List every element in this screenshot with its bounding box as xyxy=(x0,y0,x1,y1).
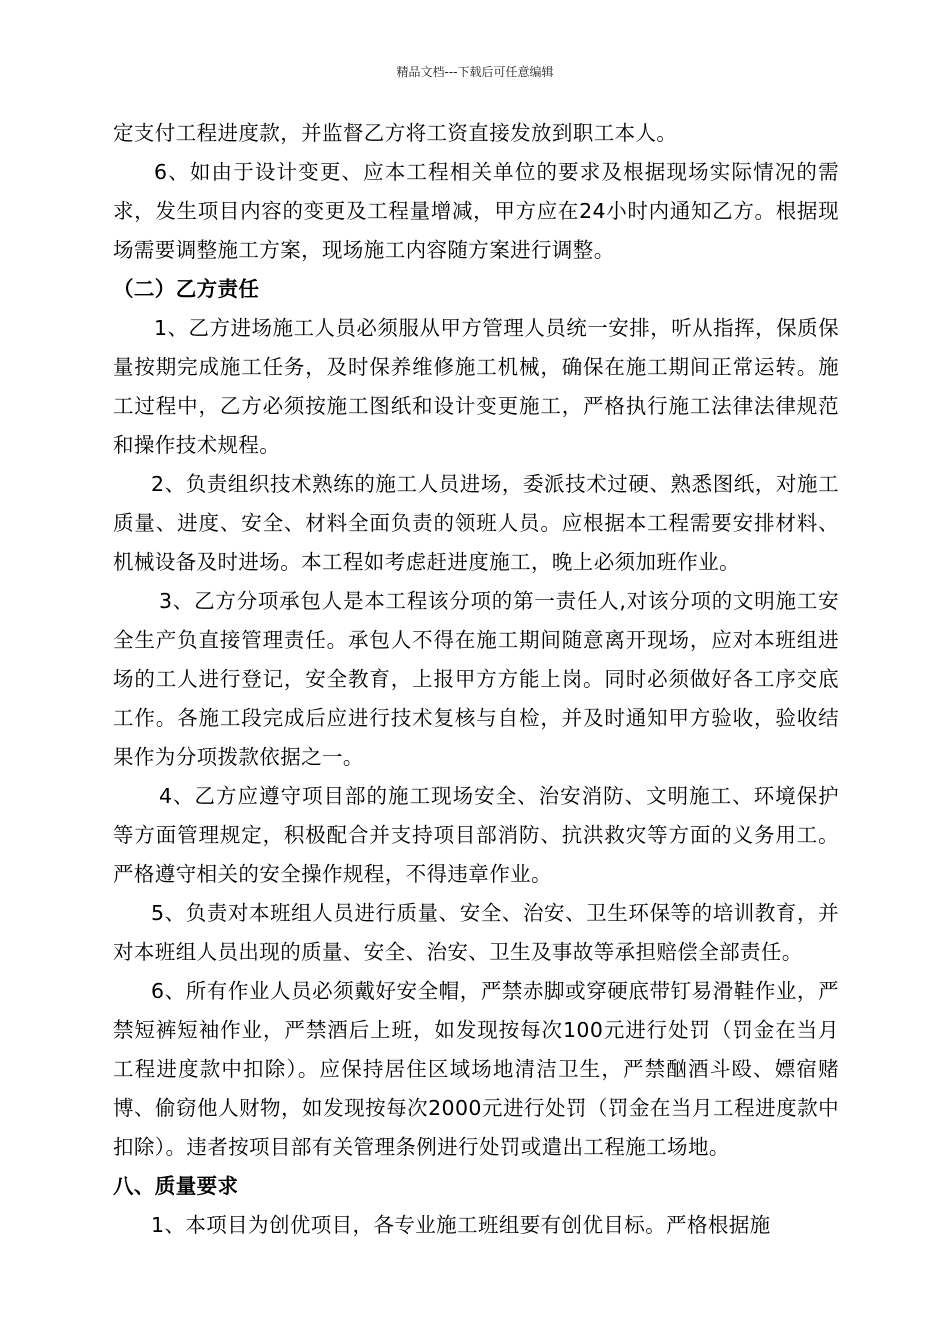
section-heading-party-b-responsibility: （二）乙方责任 xyxy=(113,277,260,301)
paragraph-party-b-item-1: 1、乙方进场施工人员必须服从甲方管理人员统一安排，听从指挥，保质保量按期完成施工任务，及时保养维修施工机械，确保在施工期间正常运转。施工过程中，乙方必须按施工图纸和设计变更施工，严格执行施工法律法律规范和操作技术规程。 xyxy=(113,316,839,457)
document-body xyxy=(113,114,839,1245)
paragraph-party-b-item-6: 6、所有作业人员必须戴好安全帽，严禁赤脚或穿硬底带钉易滑鞋作业，严禁短裤短袖作业，严禁酒后上班，如发现按每次100元进行处罚（罚金在当月工程进度款中扣除）。应保持居住区域场地清洁卫生，严禁酗酒斗殴、嫖宿赌博、偷窃他人财物，如发现按每次2000元进行处罚（罚金在当月工程进度款中扣除）。违者按项目部有关管理条例进行处罚或遣出工程施工场地。 xyxy=(113,979,839,1159)
section-heading-quality-requirements: 八、质量要求 xyxy=(113,1174,239,1198)
paragraph-party-b-item-3: 3、乙方分项承包人是本工程该分项的第一责任人,对该分项的文明施工安全生产负直接管理责任。承包人不得在施工期间随意离开现场，应对本班组进场的工人进行登记，安全教育，上报甲方方能上岗。同时必须做好各工序交底工作。各施工段完成后应进行技术复核与自检，并及时通知甲方验收，验收结果作为分项拨款依据之一。 xyxy=(113,589,839,769)
paragraph-party-b-item-5: 5、负责对本班组人员进行质量、安全、治安、卫生环保等的培训教育，并对本班组人员出现的质量、安全、治安、卫生及事故等承担赔偿全部责任。 xyxy=(113,901,839,964)
paragraph-quality-item-1: 1、本项目为创优项目，各专业施工班组要有创优目标。严格根据施 xyxy=(151,1213,771,1237)
paragraph-party-b-item-4: 4、乙方应遵守项目部的施工现场安全、治安消防、文明施工、环境保护等方面管理规定，积极配合并支持项目部消防、抗洪救灾等方面的义务用工。严格遵守相关的安全操作规程，不得违章作业。 xyxy=(113,784,839,886)
paragraph-party-b-item-2: 2、负责组织技术熟练的施工人员进场，委派技术过硬、熟悉图纸，对施工质量、进度、安全、材料全面负责的领班人员。应根据本工程需要安排材料、机械设备及时进场。本工程如考虑赶进度施工，晚上必须加班作业。 xyxy=(113,472,839,574)
paragraph-party-a-item-6: 6、如由于设计变更、应本工程相关单位的要求及根据现场实际情况的需求，发生项目内容的变更及工程量增减，甲方应在24小时内通知乙方。根据现场需要调整施工方案，现场施工内容随方案进行调整。 xyxy=(113,160,839,262)
page-header: 精品文档---下载后可任意编辑 xyxy=(396,65,554,79)
paragraph-continuation: 定支付工程进度款，并监督乙方将工资直接发放到职工本人。 xyxy=(113,121,678,145)
